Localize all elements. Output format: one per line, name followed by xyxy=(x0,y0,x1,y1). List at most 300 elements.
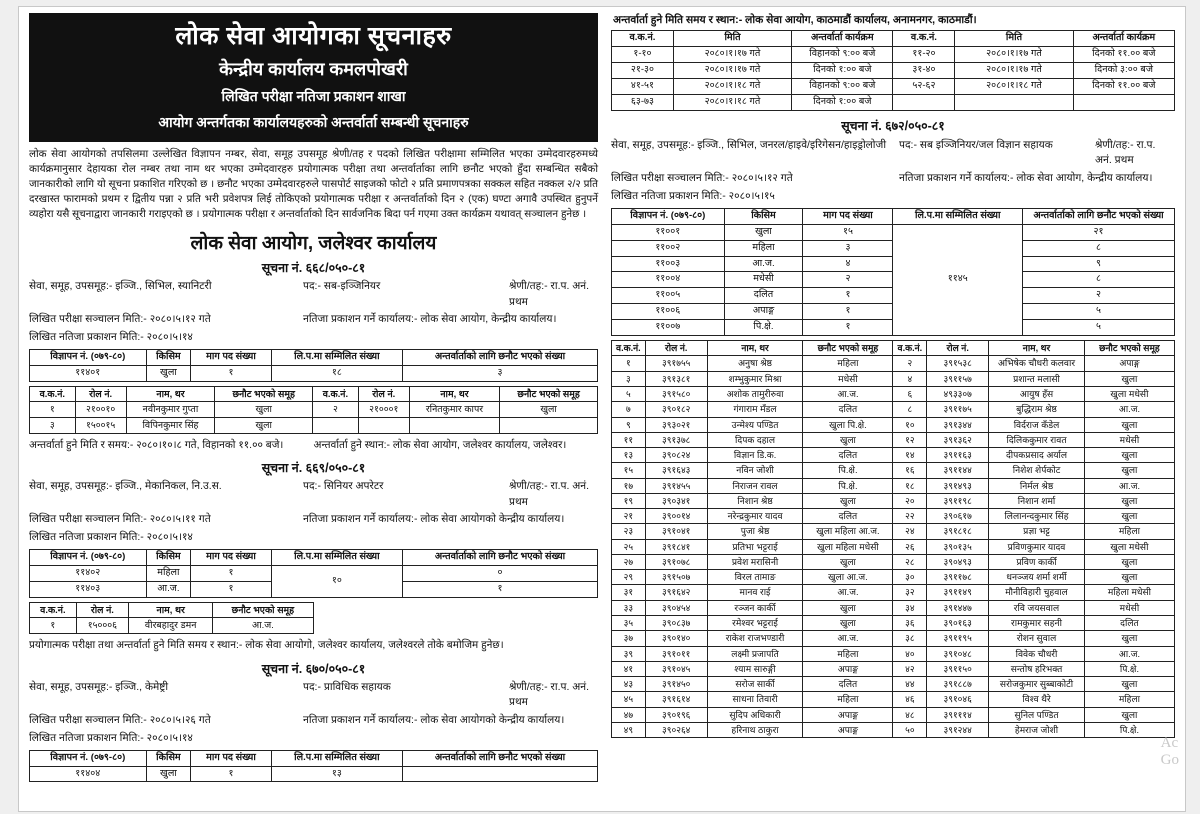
table-header-row xyxy=(30,602,314,618)
cell: आ.ज. xyxy=(803,631,893,646)
col-group: छनौट भएको समूह xyxy=(215,386,313,402)
cell: २०८०।१।१८ गते xyxy=(673,78,791,94)
cell: दिनको ११.०० बजे xyxy=(1073,78,1174,94)
candidate-table xyxy=(29,602,314,634)
table-row xyxy=(612,46,1175,62)
cell: मधेसी xyxy=(1084,432,1174,447)
cell: २१ xyxy=(1022,224,1174,240)
table-row xyxy=(612,509,1175,524)
cell: १५०००६ xyxy=(76,618,128,634)
table-row xyxy=(612,94,1175,110)
cell: १५ xyxy=(612,463,646,478)
cell: सरोज सार्की xyxy=(707,677,803,692)
cell: २५ xyxy=(612,539,646,554)
cell: २ xyxy=(803,272,893,288)
cell: सन्तोष हरिभक्त xyxy=(989,661,1085,676)
office-title: लोक सेवा आयोग, जलेश्वर कार्यालय xyxy=(190,232,437,254)
cell: श्याम सारुङ्गी xyxy=(707,661,803,676)
table-row xyxy=(612,448,1175,463)
cell: २४ xyxy=(893,524,927,539)
cell: २१०००१ xyxy=(358,402,409,418)
cell: आयुष हँस xyxy=(989,386,1085,401)
cell: वीरबहादुर डमन xyxy=(129,618,213,634)
cell: ८ xyxy=(893,402,927,417)
col-group: छनौट भएको समूह xyxy=(1084,341,1174,356)
table-row xyxy=(612,417,1175,432)
cell: ३१-४० xyxy=(893,62,955,78)
cell: ११४०४ xyxy=(30,766,147,782)
cell: खुला xyxy=(1084,677,1174,692)
service-group: सेवा, समूह, उपसमूह:- इञ्जि., मेकानिकल, नि.उ.स. xyxy=(29,479,222,492)
cell: ८ xyxy=(1022,272,1174,288)
post: पद:- सिनियर अपरेटर xyxy=(303,479,384,492)
cell: ४४ xyxy=(893,677,927,692)
col-selected: अन्तर्वार्ताको लागि छनौट भएको संख्या xyxy=(403,549,598,565)
cell: ११००६ xyxy=(612,304,725,320)
cell: ४ xyxy=(803,256,893,272)
cell: खुला xyxy=(215,402,313,418)
cell: ३९११५० xyxy=(927,661,989,676)
table-row xyxy=(612,646,1175,661)
cell: ३९०१९६ xyxy=(645,707,707,722)
cell: ४८ xyxy=(893,707,927,722)
table-header-row xyxy=(30,349,598,365)
table-row xyxy=(612,677,1175,692)
cell: विहानको ९:०० बजे xyxy=(792,78,893,94)
cell: गंगाराम मँडल xyxy=(707,402,803,417)
banner-title: लोक सेवा आयोगका सूचनाहरु xyxy=(175,22,452,50)
cell: मधेसी xyxy=(803,371,893,386)
cell: २०८०।१।१७ गते xyxy=(673,62,791,78)
cell: ८ xyxy=(1022,240,1174,256)
cell: महिला xyxy=(803,356,893,371)
cell: ४३ xyxy=(612,677,646,692)
cell: १० xyxy=(893,417,927,432)
cell: प्रविण कार्की xyxy=(989,554,1085,569)
cell: ३९११९५ xyxy=(927,631,989,646)
cell: १४ xyxy=(893,448,927,463)
exam-date: लिखित परीक्षा सञ्चालन मिति:- २०८०।५।१२ गते xyxy=(611,172,793,185)
cell: अपाङ्ग xyxy=(803,707,893,722)
cell: नविन जोशी xyxy=(707,463,803,478)
result-office: नतिजा प्रकाशन गर्ने कार्यालय:- लोक सेवा आयोगको केन्द्रीय कार्यालय। xyxy=(303,714,565,727)
cell: आ.ज. xyxy=(803,585,893,600)
col-appeared: लि.प.मा सम्मिलित संख्या xyxy=(893,208,1022,224)
cell: ११००२ xyxy=(612,240,725,256)
cell: रनितकुमार कापर xyxy=(409,402,499,418)
notice-info-row xyxy=(29,713,598,729)
post: पद:- सब-इञ्जिनियर xyxy=(303,279,381,292)
cell: आ.ज. xyxy=(724,256,803,272)
cell: दलित xyxy=(1084,615,1174,630)
cell: ३९१४५० xyxy=(645,677,707,692)
table-row xyxy=(30,365,598,381)
table-row xyxy=(30,418,598,434)
cell: १ xyxy=(403,581,598,597)
cell: ३९११४९ xyxy=(927,585,989,600)
cell: १२ xyxy=(893,432,927,447)
cell: २१ xyxy=(612,509,646,524)
cell: खुला xyxy=(1084,509,1174,524)
intro-paragraph: लोक सेवा आयोगको तपसिलमा उल्लेखित विज्ञापन नम्बर, सेवा, समूह उपसमूह श्रेणी/तह र पदको लिखित परीक्षामा सम्मिलित भएका उम्मेदवारहरुमध्ये कार्यक्रमानुसार देहायका रोल नम्बर तथा नाम थर भएका उम्मेदवारहरु प्रयोगात्मक परीक्षा तथा अन्तर्वार्ताका लागि छनौट भएको हुँदा सम्बन्धित सबैको जानकारीको लागि यो सूचना प्रकाशित गरिएको छ । छनौट भएका उम्मेदवारहरुले पासपोर्ट साइजको फोटो २ प्रति प्रमाणपत्रका सक्कल सहित नक्कल २/२ प्रति दरखास्त फारामको प्रथम र द्वितीय पन्ना २ प्रति भरी प्रवेशपत्र लिई तोकिएको प्रयोगात्मक परीक्षा र अन्तर्वार्ताको दिन २ (एक) घण्टा अगावै उपस्थित हुनुपर्ने व्यहोरा यसै सूचनाद्वारा जानकारी गराइएको छ । प्रयोगात्मक परीक्षा र अन्तर्वार्ताको दिन सार्वजनिक बिदा पर्न गएमा उक्त कार्यक्रम यथावत् सञ्चालन हुनेछ । xyxy=(29,149,598,220)
notice-info-row xyxy=(29,731,598,747)
cell: ५ xyxy=(1022,304,1174,320)
summary-table xyxy=(29,750,598,783)
table-row xyxy=(30,565,598,581)
cell: बुद्धिराम श्रेष्ठ xyxy=(989,402,1085,417)
post: पद:- प्राविधिक सहायक xyxy=(303,680,391,693)
cell: ३२ xyxy=(893,585,927,600)
cell: दिनको ११.०० बजे xyxy=(1073,46,1174,62)
cell: ४ xyxy=(893,371,927,386)
cell: ४१-५१ xyxy=(612,78,674,94)
cell: ३९१६१४ xyxy=(645,692,707,707)
cell: ३३ xyxy=(612,600,646,615)
table-row xyxy=(612,692,1175,707)
cell: पि.क्षे. xyxy=(803,463,893,478)
cell: लक्ष्मी प्रजापति xyxy=(707,646,803,661)
col-roll: रोल नं. xyxy=(645,341,707,356)
cell: ३९१०४६ xyxy=(927,692,989,707)
cell: रमेश्वर भट्टराई xyxy=(707,615,803,630)
table-row xyxy=(612,615,1175,630)
cell: २१-३० xyxy=(612,62,674,78)
cell: ६ xyxy=(893,386,927,401)
cell: ११००१ xyxy=(612,224,725,240)
cell: ३९०४९३ xyxy=(927,554,989,569)
cell: ३ xyxy=(612,371,646,386)
cell: ३९१५८० xyxy=(645,386,707,401)
cell: दिनको १:०० बजे xyxy=(792,62,893,78)
cell: ३७ xyxy=(612,631,646,646)
candidate-table xyxy=(29,386,598,434)
cell: ११-२० xyxy=(893,46,955,62)
cell: खुला xyxy=(1084,554,1174,569)
service-group: सेवा, समूह, उपसमूह:- इञ्जि., सिभिल, स्यानिटरी xyxy=(29,279,212,292)
cell: १५ xyxy=(803,224,893,240)
notice-info-row xyxy=(611,189,1175,205)
cell: ९ xyxy=(612,417,646,432)
cell: ३६ xyxy=(893,615,927,630)
cell: विवेक चौधरी xyxy=(989,646,1085,661)
col-posts: माग पद संख्या xyxy=(191,549,271,565)
cell: खुला xyxy=(146,365,191,381)
cell: ३९१८१८ xyxy=(927,524,989,539)
cell: विज्ञान डि.क. xyxy=(707,448,803,463)
result-date: लिखित नतिजा प्रकाशन मिति:- २०८०।५।१४ xyxy=(29,331,193,344)
cell: १८ xyxy=(271,365,402,381)
col-posts: माग पद संख्या xyxy=(803,208,893,224)
cell: ३९०८२४ xyxy=(645,448,707,463)
service-group: सेवा, समूह, उपसमूह:- इञ्जि., सिभिल, जनरल/हाइवे/इरिगेसन/हाइड्रोलोजी xyxy=(611,138,887,151)
cell: ३९११५७ xyxy=(927,371,989,386)
table-row xyxy=(612,585,1175,600)
cell: शम्भुकुमार मिश्रा xyxy=(707,371,803,386)
cell: सुदिप अधिकारी xyxy=(707,707,803,722)
cell: २२ xyxy=(893,509,927,524)
cell: ११००५ xyxy=(612,288,725,304)
cell: १५००१५ xyxy=(75,418,126,434)
cell: ३९०१३५ xyxy=(927,539,989,554)
cell: निशान श्रेष्ठ xyxy=(707,493,803,508)
cell: खुला xyxy=(1084,631,1174,646)
cell: २०८०।१।१८ गते xyxy=(673,94,791,110)
cell: निराजन रावल xyxy=(707,478,803,493)
cell: पि.क्षे. xyxy=(724,320,803,336)
cell: ३९०२६४ xyxy=(645,722,707,737)
cell: २७ xyxy=(612,554,646,569)
post: पद:- सब इञ्जिनियर/जल विज्ञान सहायक xyxy=(899,138,1053,151)
cell: खुला xyxy=(146,766,191,782)
cell: १९ xyxy=(612,493,646,508)
interview-datetime: अन्तर्वार्ता हुने मिति र समय:- २०८०।१०।८ गते, विहानको ११.०० बजे। xyxy=(29,439,284,451)
cell: ३९०६१७ xyxy=(927,509,989,524)
cell: ३९११४४ xyxy=(927,463,989,478)
cell: खुला मधेसी xyxy=(1084,539,1174,554)
result-office: नतिजा प्रकाशन गर्ने कार्यालय:- लोक सेवा आयोग, केन्द्रीय कार्यालय। xyxy=(899,172,1153,185)
cell: खुला xyxy=(1084,463,1174,478)
cell: खुला xyxy=(215,418,313,434)
col-name: नाम, थर xyxy=(989,341,1085,356)
cell: ३९१४९३ xyxy=(927,478,989,493)
result-date: लिखित नतिजा प्रकाशन मिति:- २०८०।५।१४ xyxy=(29,531,193,544)
cell: प्रज्ञा भट्ट xyxy=(989,524,1085,539)
cell: सरोजकुमार सुब्बाकोटी xyxy=(989,677,1085,692)
notice-number: सूचना नं. ६६९/०५०-८१ xyxy=(261,460,366,475)
cell: अभिषेक चौधरी कलवार xyxy=(989,356,1085,371)
cell: रञ्जन कार्की xyxy=(707,600,803,615)
cell: धनञ्जय शर्मा शर्मी xyxy=(989,570,1085,585)
cell xyxy=(893,94,955,110)
table-row xyxy=(612,722,1175,737)
col-roll: रोल नं. xyxy=(358,386,409,402)
col-name: नाम, थर xyxy=(126,386,215,402)
cell: सुनिल पण्डित xyxy=(989,707,1085,722)
cell: विरल तामाङ xyxy=(707,570,803,585)
interview-venue: अन्तर्वार्ता हुने स्थान:- लोक सेवा आयोग, जलेश्वर कार्यालय, जलेश्वर। xyxy=(313,439,567,451)
cell: प्रविणकुमार यादव xyxy=(989,539,1085,554)
cell: १३ xyxy=(612,448,646,463)
table-row xyxy=(612,224,1175,240)
col-sn: व.क.नं. xyxy=(893,31,955,47)
result-office: नतिजा प्रकाशन गर्ने कार्यालय:- लोक सेवा आयोगको केन्द्रीय कार्यालय। xyxy=(303,513,565,526)
col-name: नाम, थर xyxy=(129,602,213,618)
cell: ३९३०२१ xyxy=(645,417,707,432)
cell: १ xyxy=(191,565,271,581)
cell: ३८ xyxy=(893,631,927,646)
cell xyxy=(500,418,598,434)
cell: मानव राई xyxy=(707,585,803,600)
cell: पि.क्षे. xyxy=(1084,661,1174,676)
cell: ३९१३६२ xyxy=(927,432,989,447)
cell: खुला xyxy=(500,402,598,418)
cell: ३१ xyxy=(612,585,646,600)
cell: ३ xyxy=(30,418,76,434)
table-row xyxy=(612,493,1175,508)
cell-merged: १० xyxy=(271,565,402,597)
notice-number: सूचना नं. ६७०/०५०-८१ xyxy=(261,661,366,676)
notice-info-row xyxy=(611,171,1175,187)
candidate-table xyxy=(611,340,1175,738)
col-sn: व.क.नं. xyxy=(612,341,646,356)
col-type: किसिम xyxy=(146,349,191,365)
cell: ३९०४५४ xyxy=(645,600,707,615)
notice-info-row xyxy=(29,680,598,712)
interview-schedule-table xyxy=(611,30,1175,111)
table-row xyxy=(612,524,1175,539)
cell: खुला xyxy=(803,554,893,569)
cell xyxy=(358,418,409,434)
cell: ३९१६४३ xyxy=(645,463,707,478)
cell: २३ xyxy=(612,524,646,539)
cell: दलित xyxy=(803,509,893,524)
col-name: नाम, थर xyxy=(707,341,803,356)
cell: १६ xyxy=(893,463,927,478)
cell: १ xyxy=(803,304,893,320)
table-row xyxy=(612,78,1175,94)
cell: ११ xyxy=(612,432,646,447)
cell: दिनको १:०० बजे xyxy=(792,94,893,110)
col-sn: व.क.नं. xyxy=(313,386,359,402)
table-row xyxy=(30,402,598,418)
cell: साधना तिवारी xyxy=(707,692,803,707)
table-header-row xyxy=(30,386,598,402)
cell: महिला xyxy=(1084,692,1174,707)
cell: ४६ xyxy=(893,692,927,707)
cell: ११००३ xyxy=(612,256,725,272)
exam-date: लिखित परीक्षा सञ्चालन मिति:- २०८०।५।११ गते xyxy=(29,513,211,526)
cell: ३९१३७८ xyxy=(645,432,707,447)
cell: ३९१०७८ xyxy=(645,554,707,569)
col-date: मिति xyxy=(955,31,1073,47)
cell xyxy=(403,766,598,782)
cell: खुला xyxy=(803,615,893,630)
table-header-row xyxy=(612,31,1175,47)
cell: ३९११७८ xyxy=(927,570,989,585)
cell: १ xyxy=(191,365,271,381)
col-ad-no: विज्ञापन नं. (०७९-८०) xyxy=(30,349,147,365)
exam-date: लिखित परीक्षा सञ्चालन मिति:- २०८०।५।१२ गते xyxy=(29,313,211,326)
cell: खुला xyxy=(1084,417,1174,432)
exam-date: लिखित परीक्षा सञ्चालन मिति:- २०८०।५।२६ गते xyxy=(29,714,211,727)
cell: ५ xyxy=(1022,320,1174,336)
cell: ३० xyxy=(893,570,927,585)
cell: खुला आ.ज. xyxy=(803,570,893,585)
cell: महिला xyxy=(803,692,893,707)
cell: ४२ xyxy=(893,661,927,676)
cell: हरिनाथ ठाकुरा xyxy=(707,722,803,737)
cell: १ xyxy=(191,766,271,782)
col-ad-no: विज्ञापन नं. (०७९-८०) xyxy=(30,549,147,565)
col-group: छनौट भएको समूह xyxy=(500,386,598,402)
cell: दीपकप्रसाद अर्याल xyxy=(989,448,1085,463)
col-ad-no: विज्ञापन नं. (०७९-८०) xyxy=(30,750,147,766)
cell: खुला xyxy=(1084,493,1174,508)
col-selected: अन्तर्वार्ताको लागि छनौट भएको संख्या xyxy=(1022,208,1174,224)
cell: खुला xyxy=(1084,707,1174,722)
cell: १ xyxy=(612,356,646,371)
table-row xyxy=(612,386,1175,401)
cell: ३९०१८२ xyxy=(645,402,707,417)
cell: ३९१०४८ xyxy=(927,646,989,661)
col-group: छनौट भएको समूह xyxy=(213,602,313,618)
cell: १ xyxy=(803,320,893,336)
table-row xyxy=(30,618,314,634)
cell: खुला मधेसी xyxy=(1084,386,1174,401)
col-type: किसिम xyxy=(146,750,191,766)
col-name: नाम, थर xyxy=(409,386,499,402)
cell: दलित xyxy=(803,448,893,463)
col-selected: अन्तर्वार्ताको लागि छनौट भएको संख्या xyxy=(403,349,598,365)
table-row xyxy=(612,62,1175,78)
cell: २९ xyxy=(612,570,646,585)
cell: १७ xyxy=(612,478,646,493)
cell: ३ xyxy=(803,240,893,256)
candidate-rows xyxy=(612,356,1175,738)
cell: आ.ज. xyxy=(1084,402,1174,417)
cell: २०८०।१।१७ गते xyxy=(955,46,1073,62)
col-sn: व.क.नं. xyxy=(30,386,76,402)
cell: ३९१४५५ xyxy=(645,478,707,493)
cell: ११४०१ xyxy=(30,365,147,381)
table-row xyxy=(612,356,1175,371)
table-row xyxy=(612,402,1175,417)
cell: निशेश शेर्पकोट xyxy=(989,463,1085,478)
watermark: Ac Go xyxy=(1160,734,1179,768)
table-row xyxy=(612,707,1175,722)
cell: २ xyxy=(313,402,359,418)
cell: खुला xyxy=(803,432,893,447)
right-column xyxy=(606,7,1185,811)
cell: ३९१४४७ xyxy=(927,600,989,615)
cell: प्रवेश मरासिनी xyxy=(707,554,803,569)
cell: ४९ xyxy=(612,722,646,737)
banner-section: लिखित परीक्षा नतिजा प्रकाशन शाखा xyxy=(221,88,406,105)
cell: ५० xyxy=(893,722,927,737)
cell: ३९१०४५ xyxy=(645,661,707,676)
cell: खुला महिला आ.ज. xyxy=(803,524,893,539)
col-appeared: लि.प.मा सम्मिलित संख्या xyxy=(271,349,402,365)
table-row xyxy=(612,600,1175,615)
cell: २०८०।१।१८ गते xyxy=(955,78,1073,94)
cell: खुला पि.क्षे. xyxy=(803,417,893,432)
cell: ३९१८४१ xyxy=(645,539,707,554)
cell: ४० xyxy=(893,646,927,661)
cell: ३९१२४४ xyxy=(927,722,989,737)
table-row xyxy=(30,766,598,782)
cell: अपाङ्ग xyxy=(803,661,893,676)
interview-footer xyxy=(29,438,598,452)
cell: खुला xyxy=(1084,570,1174,585)
banner-office: केन्द्रीय कार्यालय कमलपोखरी xyxy=(219,59,408,80)
col-selected: अन्तर्वार्ताको लागि छनौट भएको संख्या xyxy=(403,750,598,766)
cell: अपाङ्ग xyxy=(803,722,893,737)
table-header-row xyxy=(612,341,1175,356)
level: श्रेणी/तह:- रा.प. अनं. प्रथम xyxy=(509,680,590,709)
cell: १ xyxy=(191,581,271,597)
cell: नरेन्द्रकुमार यादव xyxy=(707,509,803,524)
cell: आ.ज. xyxy=(213,618,313,634)
table-header-row xyxy=(30,549,598,565)
cell: उन्मेश्य पण्डित xyxy=(707,417,803,432)
cell xyxy=(313,418,359,434)
cell: महिला xyxy=(1084,524,1174,539)
cell: प्रशान्त मलासी xyxy=(989,371,1085,386)
cell: ३९०१४० xyxy=(645,631,707,646)
cell: ३९१७५५ xyxy=(645,356,707,371)
summary-table xyxy=(29,549,598,598)
cell: १-१० xyxy=(612,46,674,62)
